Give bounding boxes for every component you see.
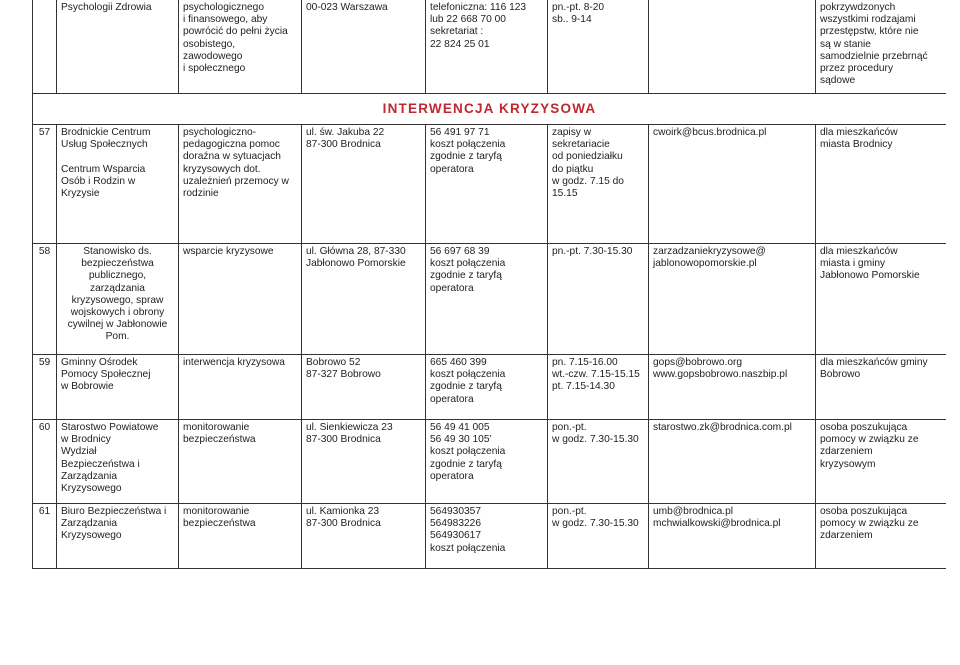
hours: pon.-pt. w godz. 7.30-15.30 <box>548 504 649 569</box>
target-group: osoba poszukująca pomocy w związku ze zdarzeniem <box>816 504 947 569</box>
institution-name: Stanowisko ds. bezpieczeństwa publicznego, zarządzania kryzysowego, spraw wojskowych i obrony cywilnej w Jabłonowie Pom. <box>57 244 179 355</box>
row-number: 58 <box>33 244 57 355</box>
target-group: dla mieszkańców gminy Bobrowo <box>816 355 947 420</box>
email: starostwo.zk@brodnica.com.pl <box>649 420 816 504</box>
phone: 56 697 68 39 koszt połączenia zgodnie z taryfą operatora <box>426 244 548 355</box>
row-number: 59 <box>33 355 57 420</box>
help-scope: psychologiczno- pedagogiczna pomoc doraźna w sytuacjach kryzysowych dot. uzależnień przemocy w rodzinie <box>179 125 302 244</box>
address: Bobrowo 52 87-327 Bobrowo <box>302 355 426 420</box>
hours: pn.-pt. 8-20 sb.. 9-14 <box>548 0 649 94</box>
table-row <box>33 125 947 244</box>
services-table <box>32 0 946 569</box>
help-scope: wsparcie kryzysowe <box>179 244 302 355</box>
table-row <box>33 355 947 420</box>
table-row <box>33 0 947 94</box>
email: zarzadzaniekryzysowe@ jablonowopomorskie.pl <box>649 244 816 355</box>
table-row <box>33 244 947 355</box>
target-group: dla mieszkańców miasta i gminy Jabłonowo Pomorskie <box>816 244 947 355</box>
phone: 665 460 399 koszt połączenia zgodnie z taryfą operatora <box>426 355 548 420</box>
target-group: osoba poszukująca pomocy w związku ze zdarzeniem kryzysowym <box>816 420 947 504</box>
institution-name: Brodnickie Centrum Usług Społecznych Centrum Wsparcia Osób i Rodzin w Kryzysie <box>57 125 179 244</box>
email: cwoirk@bcus.brodnica.pl <box>649 125 816 244</box>
help-scope: monitorowanie bezpieczeństwa <box>179 504 302 569</box>
phone: telefoniczna: 116 123 lub 22 668 70 00 sekretariat : 22 824 25 01 <box>426 0 548 94</box>
help-scope: interwencja kryzysowa <box>179 355 302 420</box>
email: umb@brodnica.pl mchwialkowski@brodnica.pl <box>649 504 816 569</box>
row-number <box>33 0 57 94</box>
help-scope: monitorowanie bezpieczeństwa <box>179 420 302 504</box>
phone: 56 49 41 005 56 49 30 105’ koszt połączenia zgodnie z taryfą operatora <box>426 420 548 504</box>
row-number: 57 <box>33 125 57 244</box>
email <box>649 0 816 94</box>
address: ul. Kamionka 23 87-300 Brodnica <box>302 504 426 569</box>
phone: 564930357 564983226 564930617 koszt połączenia <box>426 504 548 569</box>
institution-name: Psychologii Zdrowia <box>57 0 179 94</box>
help-scope: psychologicznego i finansowego, aby powrócić do pełni życia osobistego, zawodowego i społecznego <box>179 0 302 94</box>
hours: zapisy w sekretariacie od poniedziałku do piątku w godz. 7.15 do 15.15 <box>548 125 649 244</box>
hours: pon.-pt. w godz. 7.30-15.30 <box>548 420 649 504</box>
address: 00-023 Warszawa <box>302 0 426 94</box>
document-page <box>32 0 946 665</box>
table-row <box>33 504 947 569</box>
target-group: pokrzywdzonych wszystkimi rodzajami przestępstw, które nie są w stanie samodzielnie przebrnąć przez procedury sądowe <box>816 0 947 94</box>
section-header-row <box>33 94 947 125</box>
institution-name: Starostwo Powiatowe w Brodnicy Wydział Bezpieczeństwa i Zarządzania Kryzysowego <box>57 420 179 504</box>
section-title: INTERWENCJA KRYZYSOWA <box>33 94 947 125</box>
row-number: 61 <box>33 504 57 569</box>
institution-name: Gminny Ośrodek Pomocy Społecznej w Bobrowie <box>57 355 179 420</box>
address: ul. Sienkiewicza 23 87-300 Brodnica <box>302 420 426 504</box>
phone: 56 491 97 71 koszt połączenia zgodnie z taryfą operatora <box>426 125 548 244</box>
address: ul. św. Jakuba 22 87-300 Brodnica <box>302 125 426 244</box>
address: ul. Główna 28, 87-330 Jabłonowo Pomorskie <box>302 244 426 355</box>
hours: pn.-pt. 7.30-15.30 <box>548 244 649 355</box>
row-number: 60 <box>33 420 57 504</box>
table-row <box>33 420 947 504</box>
email: gops@bobrowo.org www.gopsbobrowo.naszbip.pl <box>649 355 816 420</box>
institution-name: Biuro Bezpieczeństwa i Zarządzania Kryzysowego <box>57 504 179 569</box>
hours: pn. 7.15-16.00 wt.-czw. 7.15-15.15 pt. 7.15-14.30 <box>548 355 649 420</box>
target-group: dla mieszkańców miasta Brodnicy <box>816 125 947 244</box>
